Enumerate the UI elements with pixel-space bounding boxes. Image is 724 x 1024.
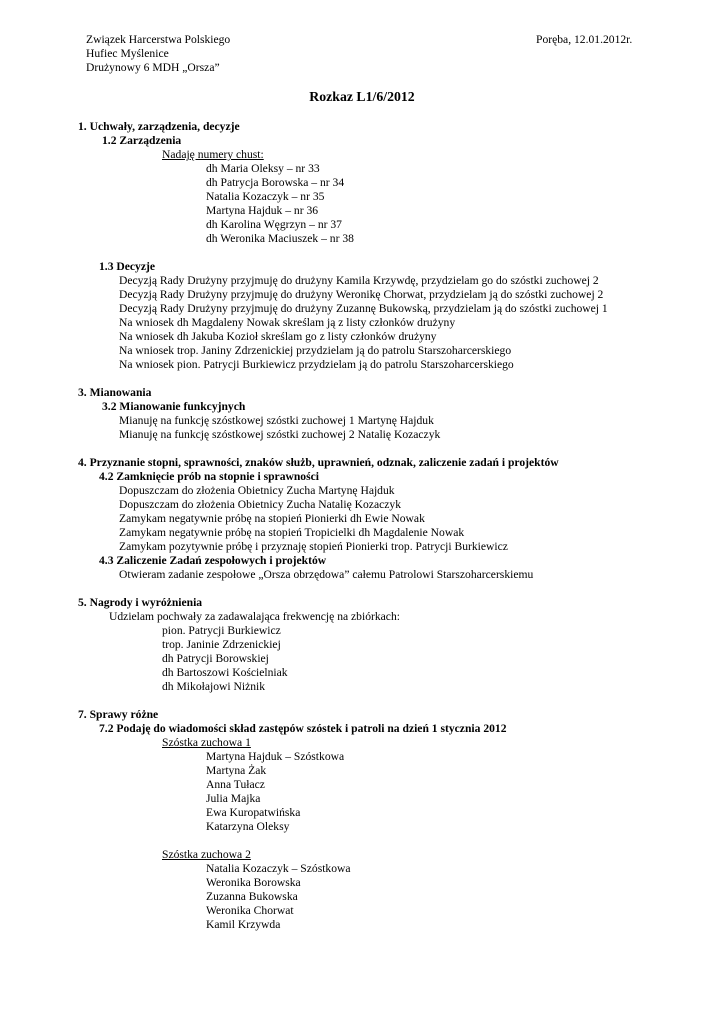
list-item: Martyna Hajduk – Szóstkowa [206,750,345,763]
list-item: dh Patrycja Borowska – nr 34 [206,176,345,189]
section-heading: 7. Sprawy różne [78,708,159,721]
org-line: Hufiec Myślenice [86,46,169,60]
subsection-heading: 4.2 Zamknięcie prób na stopnie i sprawności [99,470,319,483]
list-item: Decyzją Rady Drużyny przyjmuję do drużyny Kamila Krzywdę, przydzielam go do szóstki zuchowej 2 [119,274,599,287]
document-title [0,90,724,104]
list-item: dh Bartoszowi Kościelniak [162,666,288,679]
list-item: Mianuję na funkcję szóstkowej szóstki zuchowej 1 Martynę Hajduk [119,414,434,427]
list-item: Zamykam negatywnie próbę na stopień Tropicielki dh Magdalenie Nowak [119,526,465,539]
list-item: Kamil Krzywda [206,918,281,931]
title-text: Rozkaz L1/6/2012 [309,89,415,104]
award-intro: Udzielam pochwały za zadawalająca frekwencję na zbiórkach: [109,610,400,623]
list-item: Na wniosek dh Jakuba Kozioł skreślam go z listy członków drużyny [119,330,437,343]
list-item: dh Patrycji Borowskiej [162,652,269,665]
list-item: Decyzją Rady Drużyny przyjmuję do drużyny Weronikę Chorwat, przydzielam ją do szóstki zuchowej 2 [119,288,604,301]
list-item: Na wniosek pion. Patrycji Burkiewicz przydzielam ją do patrolu Starszoharcerskiego [119,358,514,371]
section-heading: 4. Przyznanie stopni, sprawności, znaków służb, uprawnień, odznak, zaliczenie zadań i projektów [78,456,559,469]
organization-header [86,33,230,75]
subsection-heading: 4.3 Zaliczenie Zadań zespołowych i projektów [99,554,327,567]
place-date: Poręba, 12.01.2012r. [536,33,633,46]
list-item: Zuzanna Bukowska [206,890,298,903]
list-item: dh Mikołajowi Niżnik [162,680,266,693]
subsection-heading: 1.2 Zarządzenia [102,134,182,147]
list-item: Martyna Hajduk – nr 36 [206,204,319,217]
list-item: Otwieram zadanie zespołowe „Orsza obrzędowa” całemu Patrolowi Starszoharcerskiemu [119,568,534,581]
group-title: Szóstka zuchowa 2 [162,848,251,861]
list-item: Mianuję na funkcję szóstkowej szóstki zuchowej 2 Natalię Kozaczyk [119,428,441,441]
list-item: Weronika Borowska [206,876,301,889]
section-heading: 1. Uchwały, zarządzenia, decyzje [78,120,240,133]
list-item: Anna Tułacz [206,778,265,791]
list-item: trop. Janinie Zdrzenickiej [162,638,281,651]
list-item: Julia Majka [206,792,261,805]
subsection-heading: 7.2 Podaję do wiadomości skład zastępów szóstek i patroli na dzień 1 stycznia 2012 [99,722,507,735]
list-item: Weronika Chorwat [206,904,294,917]
list-item: Natalia Kozaczyk – nr 35 [206,190,325,203]
subsection-heading: 3.2 Mianowanie funkcyjnych [102,400,246,413]
org-line: Związek Harcerstwa Polskiego [86,33,231,46]
chust-intro: Nadaję numery chust: [162,148,264,161]
list-item: dh Maria Oleksy – nr 33 [206,162,320,175]
org-line: Drużynowy 6 MDH „Orsza” [86,60,220,74]
list-item: Na wniosek dh Magdaleny Nowak skreślam ją z listy członków drużyny [119,316,456,329]
list-item: Martyna Żak [206,764,267,777]
list-item: Katarzyna Oleksy [206,820,290,833]
list-item: Zamykam pozytywnie próbę i przyznaję stopień Pionierki trop. Patrycji Burkiewicz [119,540,508,553]
list-item: Ewa Kuropatwińska [206,806,301,819]
group-title: Szóstka zuchowa 1 [162,736,251,749]
list-item: dh Karolina Węgrzyn – nr 37 [206,218,342,231]
section-heading: 3. Mianowania [78,386,152,399]
list-item: Na wniosek trop. Janiny Zdrzenickiej przydzielam ją do patrolu Starszoharcerskiego [119,344,512,357]
list-item: Natalia Kozaczyk – Szóstkowa [206,862,351,875]
list-item: pion. Patrycji Burkiewicz [162,624,281,637]
list-item: dh Weronika Maciuszek – nr 38 [206,232,354,245]
subsection-heading: 1.3 Decyzje [99,260,156,273]
list-item: Zamykam negatywnie próbę na stopień Pionierki dh Ewie Nowak [119,512,425,525]
section-heading: 5. Nagrody i wyróżnienia [78,596,203,609]
list-item: Decyzją Rady Drużyny przyjmuję do drużyny Zuzannę Bukowską, przydzielam ją do szóstki zuchowej 1 [119,302,608,315]
list-item: Dopuszczam do złożenia Obietnicy Zucha Natalię Kozaczyk [119,498,401,511]
list-item: Dopuszczam do złożenia Obietnicy Zucha Martynę Hajduk [119,484,395,497]
